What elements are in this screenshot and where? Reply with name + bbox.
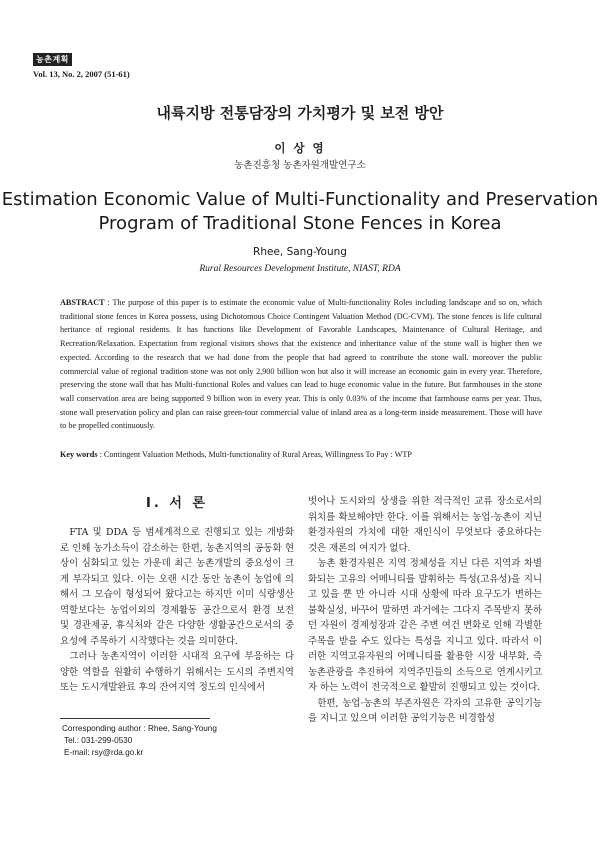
footnote-email: E-mail: rsy@rda.go.kr	[64, 748, 144, 757]
korean-affiliation: 농촌진흥청 농촌자원개발연구소	[234, 160, 366, 171]
english-title	[0, 188, 600, 236]
english-title-line1: Estimation Economic Value of Multi-Functionality and Preservation	[1, 189, 599, 210]
abstract-label: ABSTRACT	[60, 298, 105, 307]
right-column	[308, 494, 542, 727]
abstract	[60, 296, 542, 433]
korean-title: 내륙지방 전통담장의 가치평가 및 보전 방안	[156, 104, 444, 122]
left-column	[60, 503, 294, 696]
left-paragraph-2: 그러나 농촌지역이 이러한 시대적 요구에 부응하는 다양한 역할을 원활히 수행하기 위해서는 도시의 주변지역 또는 도시개발완료 후의 잔여지역 정도의 인식에서	[60, 651, 294, 693]
volume-info: Vol. 13, No. 2, 2007 (51-61)	[33, 69, 130, 79]
right-paragraph-1: 벗어나 도시와의 상생을 위한 적극적인 교류 장소로서의 위치를 확보해야만 한다. 이를 위해서는 농업·농촌이 지닌 환경자원의 가치에 대한 재인식이 무엇보다 중요하다는 것은 재론의 여지가 없다.	[308, 496, 542, 554]
footnote	[62, 723, 217, 759]
journal-badge: 농촌계획	[33, 53, 72, 66]
section-heading: I. 서 론	[146, 496, 208, 511]
left-paragraph-1: FTA 및 DDA 등 범세계적으로 진행되고 있는 개방화로 인해 농가소득이 감소하는 한편, 농촌지역의 공동화 현상이 심화되고 있는 가운데 최근 농촌개발의 중요성이 크게 부각되고 있다. 이는 오랜 시간 동안 농촌이 농업에 의해서 그 모습이 형성되어 왔다고는 하지만 이미 식량생산 역할보다는 농업이외의 경제활동 공간으로서 환경 보전 및 경관제공, 휴식처와 같은 다양한 생활공간으로서의 중요성에 주목하기 시작했다는 것을 의미한다.	[60, 527, 294, 647]
right-paragraph-2: 농촌 환경자원은 지역 정체성을 지닌 다른 지역과 차별화되는 고유의 어메니티를 발휘하는 특성(고유성)을 지니고 있을 뿐 만 아니라 시대 상황에 따라 요구도가 변하는 불확실성, 바꾸어 말하면 과거에는 그다지 주목받지 못하던 자원이 경제성장과 같은 주변 여건 변화로 인해 각별한 주목을 받을 수도 있다는 특성을 지니고 있다. 따라서 이러한 지역고유자원의 어메니티를 활용한 시장 내부화, 즉 농촌관광을 추진하여 지역주민들의 소득으로 연계시키고자 하는 노력이 전국적으로 활발히 진행되고 있는 것이다.	[308, 558, 542, 693]
english-title-line2: Program of Traditional Stone Fences in Korea	[98, 213, 502, 234]
keywords-label: Key words	[60, 450, 98, 459]
right-paragraph-3: 한편, 농업·농촌의 부존자원은 각자의 고유한 공익기능을 지니고 있으며 이러한 공익기능은 비경합성	[308, 697, 542, 724]
keywords	[60, 450, 542, 459]
footnote-divider	[60, 718, 210, 719]
keywords-text: : Contingent Valuation Methods, Multi-functionality of Rural Areas, Willingness To Pay : WTP	[99, 450, 412, 459]
abstract-text: : The purpose of this paper is to estimate the economic value of Multi-functionality Roles including landscape and so on, which traditional stone fences in Korea possess, using Dichotomous Choice Contingent Valuation Method (DC-CVM). The stone fences is life cultural heritance of regional residents. It has functions like Development of Favorable Landscapes, Maintenance of Cultural Heritage, and Recreation/Relaxation. Expectation from regional visitors shows that the existence and inheritance value of the stone wall is higher then we expected. According to the research that we had done from the people that had agreed to contribute the stone wall. moreover the public commercial value of regional tradition stone was not only 2,900 billion won but also it will increase an economic gain in every year. Therefore, preserving the stone wall that has Multi-functional Roles and values can lead to huge economic value in the future. But farmhouses in the stone wall conservation area are being supported 9 billion won in every year. This is only 0.03% of the income that farmhouse earns per year. Thus, stone wall preservation policy and plan can raise green-tour commercial value of inland area as a long-term inside measurement. Those will have to be propelled continuously.	[60, 298, 542, 431]
footnote-corresponding-author: Corresponding author : Rhee, Sang-Young	[62, 724, 217, 733]
english-affiliation: Rural Resources Development Institute, NIAST, RDA	[199, 264, 401, 274]
korean-author: 이 상 영	[274, 141, 326, 155]
footnote-telephone: Tel.: 031-299-0530	[64, 736, 133, 745]
english-author: Rhee, Sang-Young	[253, 246, 347, 258]
